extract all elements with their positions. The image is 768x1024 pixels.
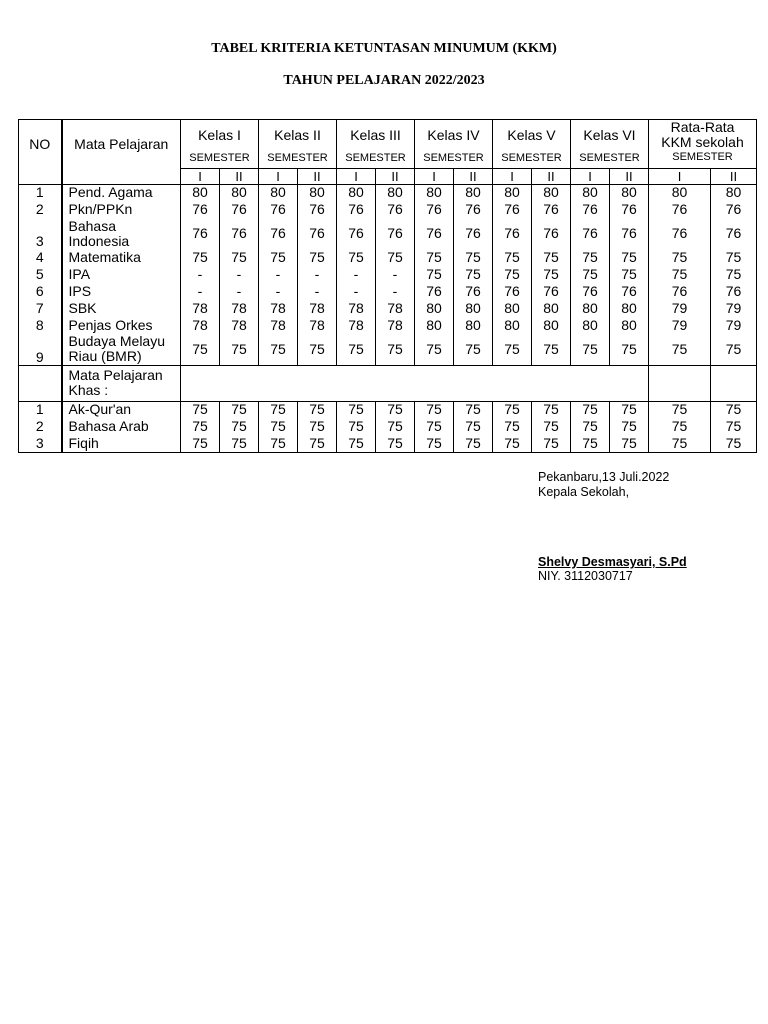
table-row: [19, 435, 757, 452]
kkm-value: 75: [532, 401, 571, 418]
table-row: [19, 317, 757, 334]
kkm-value: 76: [649, 283, 711, 300]
row-subject: Matematika: [62, 249, 181, 266]
kkm-value: 80: [571, 184, 610, 201]
kkm-value: 75: [376, 435, 415, 452]
row-number: 1: [19, 184, 62, 201]
kkm-value: 75: [376, 401, 415, 418]
kkm-value: 76: [610, 201, 649, 218]
kkm-value: 75: [259, 249, 298, 266]
kkm-value: 75: [711, 266, 757, 283]
kkm-value: 75: [220, 435, 259, 452]
signature-niy: NIY. 3112030717: [538, 569, 633, 583]
kkm-value: 80: [298, 184, 337, 201]
semester-1-label: I: [415, 168, 454, 184]
kkm-value: 75: [571, 266, 610, 283]
kkm-value: 75: [181, 418, 220, 435]
kkm-value: 80: [181, 184, 220, 201]
kkm-value: 75: [610, 266, 649, 283]
header-kelas-1: Kelas I: [181, 120, 259, 151]
kkm-value: -: [220, 266, 259, 283]
kkm-value: 75: [181, 334, 220, 365]
kkm-value: 75: [415, 401, 454, 418]
semester-2-label: II: [532, 168, 571, 184]
kkm-value: 75: [220, 249, 259, 266]
kkm-value: 75: [610, 435, 649, 452]
kkm-value: 75: [376, 418, 415, 435]
kkm-value: 76: [493, 283, 532, 300]
kkm-value: 75: [259, 334, 298, 365]
signature-place-date: Pekanbaru,13 Juli.2022: [538, 470, 670, 484]
kkm-value: 75: [454, 334, 493, 365]
row-number: 5: [19, 266, 62, 283]
semester-1-label: I: [493, 168, 532, 184]
kkm-value: 75: [298, 249, 337, 266]
kkm-value: 80: [532, 184, 571, 201]
kkm-value: 75: [454, 266, 493, 283]
table-row: [19, 334, 757, 365]
kkm-value: -: [376, 266, 415, 283]
header-subject: Mata Pelajaran: [62, 120, 181, 169]
kkm-value: 80: [220, 184, 259, 201]
row-subject: IPA: [62, 266, 181, 283]
kkm-value: 76: [415, 283, 454, 300]
kkm-value: 80: [610, 317, 649, 334]
header-average-line2: KKM sekolah: [661, 134, 744, 150]
table-row: [19, 201, 757, 218]
row-number: 3: [19, 435, 62, 452]
kkm-value: 75: [454, 249, 493, 266]
signature-name: Shelvy Desmasyari, S.Pd: [538, 555, 687, 569]
kkm-value: 75: [610, 334, 649, 365]
row-number: 6: [19, 283, 62, 300]
kkm-value: 80: [337, 184, 376, 201]
semester-1-label: I: [181, 168, 220, 184]
table-row: [19, 300, 757, 317]
row-subject: Pkn/PPKn: [62, 201, 181, 218]
kkm-value: 80: [454, 300, 493, 317]
semester-label: SEMESTER: [571, 150, 649, 168]
kkm-value: 75: [259, 435, 298, 452]
kkm-value: 76: [454, 218, 493, 249]
kkm-value: 75: [298, 401, 337, 418]
header-subject-spacer: [62, 168, 181, 184]
kkm-value: 75: [181, 401, 220, 418]
kkm-value: 78: [259, 317, 298, 334]
kkm-value: 75: [298, 418, 337, 435]
row-number: 8: [19, 317, 62, 334]
row-subject: Pend. Agama: [62, 184, 181, 201]
kkm-value: 75: [649, 334, 711, 365]
kkm-value: 76: [376, 218, 415, 249]
kkm-value: 76: [571, 201, 610, 218]
kkm-value: 75: [337, 418, 376, 435]
kkm-value: -: [181, 266, 220, 283]
kkm-value: 75: [337, 401, 376, 418]
kkm-value: 80: [415, 184, 454, 201]
kkm-value: 80: [571, 300, 610, 317]
kkm-value: 80: [610, 300, 649, 317]
kkm-value: 75: [649, 418, 711, 435]
kkm-value: 76: [493, 218, 532, 249]
kkm-value: 79: [711, 300, 757, 317]
row-number: 2: [19, 418, 62, 435]
kkm-value: 76: [181, 218, 220, 249]
kkm-value: -: [337, 283, 376, 300]
kkm-value: 75: [571, 418, 610, 435]
kkm-value: 79: [711, 317, 757, 334]
row-number: 1: [19, 401, 62, 418]
semester-1-label: I: [571, 168, 610, 184]
header-kelas-5: Kelas V: [493, 120, 571, 151]
kkm-value: 76: [532, 218, 571, 249]
kkm-value: 75: [532, 418, 571, 435]
kkm-value: 75: [298, 334, 337, 365]
kkm-value: 75: [649, 249, 711, 266]
kkm-value: 75: [454, 401, 493, 418]
kkm-value: 75: [220, 334, 259, 365]
kkm-value: 76: [259, 218, 298, 249]
kkm-value: 75: [610, 418, 649, 435]
kkm-value: 75: [571, 401, 610, 418]
kkm-value: -: [298, 266, 337, 283]
kkm-value: 76: [415, 201, 454, 218]
kkm-value: 75: [415, 334, 454, 365]
kkm-value: 75: [493, 435, 532, 452]
table-row: [19, 266, 757, 283]
kkm-value: 76: [571, 283, 610, 300]
header-kelas-2: Kelas II: [259, 120, 337, 151]
kkm-value: 75: [454, 435, 493, 452]
kkm-value: 80: [259, 184, 298, 201]
semester-2-label: II: [610, 168, 649, 184]
kkm-value: 75: [532, 266, 571, 283]
kkm-value: 80: [376, 184, 415, 201]
kkm-value: 75: [337, 334, 376, 365]
row-number: 3: [19, 218, 62, 249]
table-row: [19, 218, 757, 249]
kkm-value: 75: [376, 334, 415, 365]
kkm-value: 76: [454, 283, 493, 300]
semester-2-label: II: [376, 168, 415, 184]
kkm-value: 75: [649, 435, 711, 452]
table-row: [19, 249, 757, 266]
kkm-value: 80: [454, 184, 493, 201]
kkm-value: 75: [649, 266, 711, 283]
kkm-value: 75: [493, 334, 532, 365]
table-row: [19, 401, 757, 418]
kkm-value: 80: [571, 317, 610, 334]
semester-label: SEMESTER: [181, 150, 259, 168]
kkm-value: 78: [337, 300, 376, 317]
signature-position: Kepala Sekolah,: [538, 485, 630, 499]
semester-2-label: II: [711, 168, 757, 184]
kkm-value: 75: [454, 418, 493, 435]
row-subject: Ak-Qur'an: [62, 401, 181, 418]
kkm-value: 79: [649, 317, 711, 334]
semester-label: SEMESTER: [493, 150, 571, 168]
kkm-value: 75: [298, 435, 337, 452]
kkm-value: 75: [610, 401, 649, 418]
semester-1-label: I: [259, 168, 298, 184]
kkm-value: 78: [376, 300, 415, 317]
kkm-value: -: [298, 283, 337, 300]
kkm-value: 75: [259, 418, 298, 435]
header-average-line1: Rata-Rata: [670, 119, 735, 135]
kkm-value: 76: [571, 218, 610, 249]
kkm-value: 76: [711, 201, 757, 218]
kkm-value: 75: [532, 334, 571, 365]
semester-2-label: II: [454, 168, 493, 184]
kkm-value: 75: [493, 418, 532, 435]
semester-2-label: II: [220, 168, 259, 184]
kkm-value: 75: [571, 334, 610, 365]
kkm-value: 75: [649, 401, 711, 418]
kkm-value: 80: [493, 300, 532, 317]
khas-section-label: Mata Pelajaran Khas :: [62, 365, 181, 401]
kkm-value: 75: [493, 266, 532, 283]
kkm-table: [18, 119, 757, 453]
row-number: 4: [19, 249, 62, 266]
document-title: TABEL KRITERIA KETUNTASAN MINUMUM (KKM): [211, 41, 557, 56]
kkm-value: 76: [298, 201, 337, 218]
kkm-value: 80: [610, 184, 649, 201]
kkm-value: 75: [571, 435, 610, 452]
row-subject: Budaya Melayu Riau (BMR): [62, 334, 181, 365]
kkm-value: 76: [337, 218, 376, 249]
row-subject: IPS: [62, 283, 181, 300]
kkm-value: 75: [610, 249, 649, 266]
kkm-value: 76: [711, 218, 757, 249]
semester-label: SEMESTER: [649, 150, 757, 168]
kkm-value: 80: [532, 317, 571, 334]
khas-header-row: [19, 365, 757, 401]
kkm-value: 76: [181, 201, 220, 218]
kkm-value: 75: [711, 418, 757, 435]
kkm-value: 76: [220, 218, 259, 249]
kkm-value: 76: [493, 201, 532, 218]
kkm-value: 80: [493, 184, 532, 201]
kkm-value: 75: [181, 249, 220, 266]
kkm-value: 80: [649, 184, 711, 201]
kkm-value: 75: [711, 334, 757, 365]
kkm-value: 75: [220, 401, 259, 418]
table-row: [19, 418, 757, 435]
kkm-value: 80: [711, 184, 757, 201]
kkm-value: 78: [298, 317, 337, 334]
kkm-value: 75: [493, 401, 532, 418]
header-kelas-3: Kelas III: [337, 120, 415, 151]
kkm-value: 75: [571, 249, 610, 266]
kkm-value: 76: [649, 201, 711, 218]
kkm-value: 76: [298, 218, 337, 249]
kkm-value: 80: [493, 317, 532, 334]
kkm-value: 79: [649, 300, 711, 317]
kkm-value: 76: [532, 283, 571, 300]
document-subtitle: TAHUN PELAJARAN 2022/2023: [283, 73, 485, 88]
kkm-value: 80: [415, 317, 454, 334]
header-no: NO: [19, 120, 62, 169]
semester-1-label: I: [337, 168, 376, 184]
semester-1-label: I: [649, 168, 711, 184]
kkm-value: 75: [493, 249, 532, 266]
kkm-value: -: [337, 266, 376, 283]
kkm-value: 75: [259, 401, 298, 418]
khas-blank: [711, 365, 757, 401]
header-kelas-6: Kelas VI: [571, 120, 649, 151]
kkm-value: 76: [259, 201, 298, 218]
row-subject: Bahasa Indonesia: [62, 218, 181, 249]
kkm-value: 75: [181, 435, 220, 452]
semester-label: SEMESTER: [415, 150, 493, 168]
kkm-value: 75: [415, 418, 454, 435]
semester-label: SEMESTER: [337, 150, 415, 168]
kkm-value: 75: [711, 401, 757, 418]
kkm-value: 75: [415, 266, 454, 283]
row-number: [19, 365, 62, 401]
table-row: [19, 184, 757, 201]
khas-blank: [649, 365, 711, 401]
row-subject: Fiqih: [62, 435, 181, 452]
kkm-value: -: [376, 283, 415, 300]
kkm-value: 75: [532, 249, 571, 266]
kkm-value: 75: [337, 435, 376, 452]
kkm-value: 78: [298, 300, 337, 317]
row-number: 9: [19, 334, 62, 365]
kkm-value: 78: [337, 317, 376, 334]
kkm-value: 76: [711, 283, 757, 300]
kkm-value: 76: [337, 201, 376, 218]
kkm-value: 76: [649, 218, 711, 249]
kkm-value: 76: [376, 201, 415, 218]
kkm-value: -: [259, 283, 298, 300]
row-number: 2: [19, 201, 62, 218]
semester-2-label: II: [298, 168, 337, 184]
kkm-value: 75: [337, 249, 376, 266]
kkm-value: 80: [454, 317, 493, 334]
table-row: [19, 283, 757, 300]
row-subject: Bahasa Arab: [62, 418, 181, 435]
kkm-value: 80: [415, 300, 454, 317]
kkm-value: 76: [454, 201, 493, 218]
kkm-value: 76: [610, 283, 649, 300]
kkm-value: 75: [415, 249, 454, 266]
kkm-value: 75: [415, 435, 454, 452]
header-no-spacer: [19, 168, 62, 184]
kkm-value: 78: [181, 300, 220, 317]
kkm-value: 75: [711, 435, 757, 452]
kkm-value: 78: [220, 317, 259, 334]
kkm-value: 80: [532, 300, 571, 317]
kkm-value: 76: [610, 218, 649, 249]
kkm-value: 75: [532, 435, 571, 452]
kkm-value: 76: [220, 201, 259, 218]
kkm-value: -: [259, 266, 298, 283]
row-number: 7: [19, 300, 62, 317]
row-subject: SBK: [62, 300, 181, 317]
kkm-value: 76: [532, 201, 571, 218]
khas-blank: [181, 365, 649, 401]
header-average: [649, 120, 757, 151]
semester-label: SEMESTER: [259, 150, 337, 168]
kkm-value: 78: [181, 317, 220, 334]
kkm-value: 78: [220, 300, 259, 317]
kkm-value: 78: [376, 317, 415, 334]
kkm-value: 75: [220, 418, 259, 435]
kkm-value: 75: [376, 249, 415, 266]
kkm-value: -: [181, 283, 220, 300]
kkm-value: 76: [415, 218, 454, 249]
kkm-value: 78: [259, 300, 298, 317]
kkm-value: 75: [711, 249, 757, 266]
kkm-value: -: [220, 283, 259, 300]
header-kelas-4: Kelas IV: [415, 120, 493, 151]
row-subject: Penjas Orkes: [62, 317, 181, 334]
